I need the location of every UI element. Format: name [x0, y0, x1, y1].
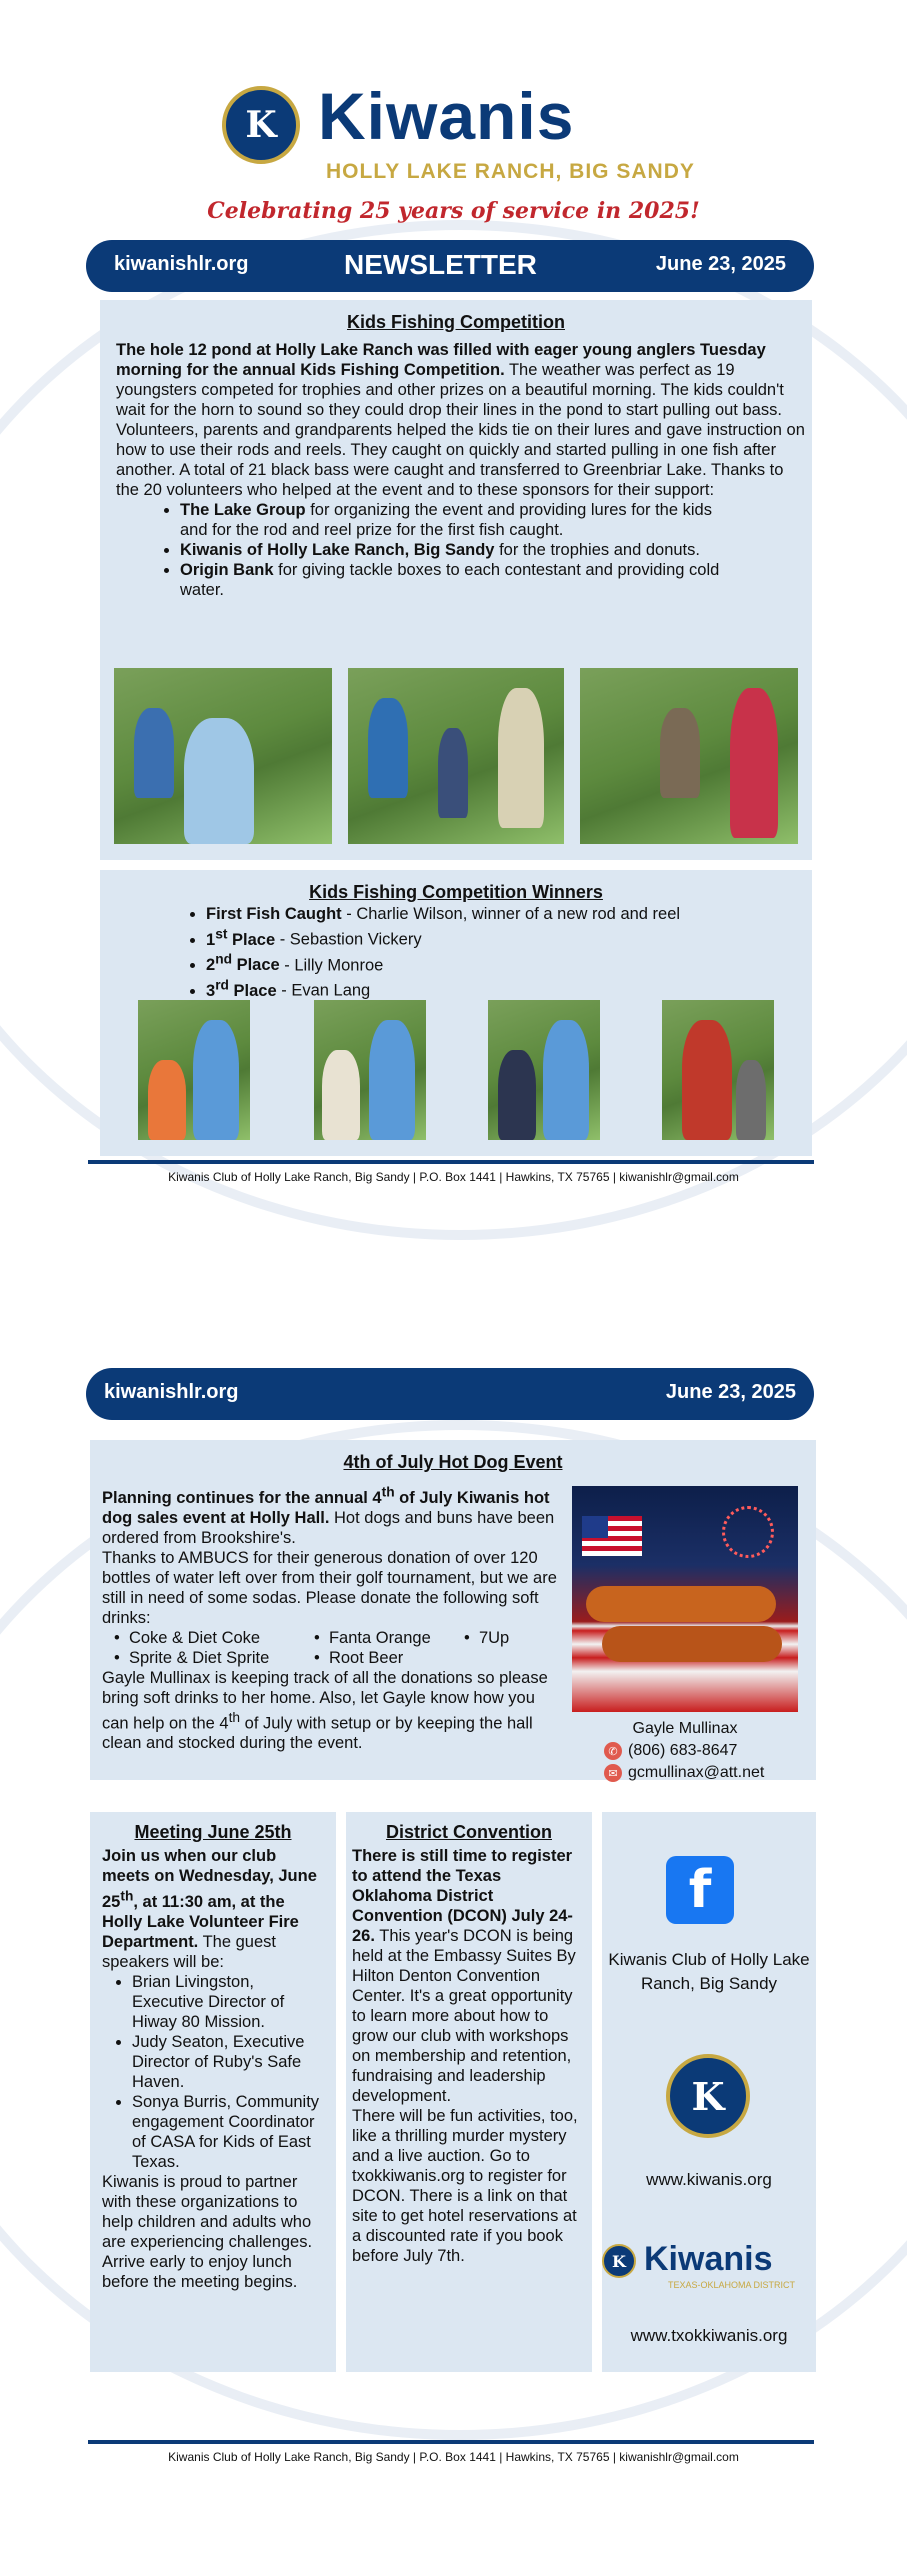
- drinks-list: [114, 1628, 558, 1668]
- fishing-photo-2: [348, 668, 564, 844]
- brand-wordmark: Kiwanis: [318, 79, 575, 153]
- list-item: • Kiwanis of Holly Lake Ranch, Big Sandy for the trophies and donuts.: [180, 540, 740, 560]
- list-item: • The Lake Group for organizing the event and providing lures for the kids and for the rod and reel prize for the first fish caught.: [180, 500, 740, 540]
- list-item: • Fanta Orange: [314, 1628, 431, 1647]
- list-item: • 1st Place - Sebastion Vickery: [206, 924, 800, 950]
- speaker-list: [102, 1972, 328, 2172]
- list-item: • 3rd Place - Evan Lang: [206, 975, 800, 1001]
- winner-photo-3: [488, 1000, 600, 1140]
- fishing-lead: The hole 12 pond at Holly Lake Ranch was filled with eager young anglers Tuesday morning for the annual Kids Fishing Competition.: [116, 341, 766, 379]
- page-two-footer: Kiwanis Club of Holly Lake Ranch, Big Sandy | P.O. Box 1441 | Hawkins, TX 75765 | kiwanishlr@gmail.com: [168, 2450, 739, 2464]
- footer-divider: [88, 1160, 814, 1164]
- email-icon: ✉: [604, 1764, 622, 1782]
- banner-date: June 23, 2025: [655, 253, 786, 275]
- page-two-banner: [86, 1368, 814, 1420]
- list-item: • Coke & Diet Coke: [114, 1628, 261, 1647]
- kiwanis-seal: K: [222, 86, 300, 164]
- kiwanis-seal: K: [666, 2054, 750, 2138]
- banner-site: kiwanishlr.org: [114, 253, 249, 275]
- winner-photo-2: [314, 1000, 426, 1140]
- hotdog-image: [572, 1486, 798, 1712]
- contact-name: Gayle Mullinax: [632, 1720, 738, 1737]
- hotdog-article: Planning continues for the annual 4th of July Kiwanis hot dog sales event at Holly Hall. Hot dogs and buns have been ordered from Brookshire's. Thanks to AMBUCS for their generous donation of over 120 bottles of water left over from their golf tournament, but we are still in need of some sodas. Please donate the following soft drinks: • Coke & Diet Coke • Fanta Orange • 7Up • Sprite & Diet Sprite • Root Beer Gayle Mullinax is keeping track of all the donations so please bring soft drinks to her home. Also, let Gayle know how you can help on the 4th of July with setup or by keeping the hall clean and stocked during the event.: [102, 1482, 558, 1753]
- banner-site: kiwanishlr.org: [104, 1381, 239, 1403]
- anniversary-tagline: Celebrating 25 years of service in 2025!: [207, 198, 700, 224]
- list-item: • Root Beer: [314, 1648, 404, 1667]
- banner-date: June 23, 2025: [665, 1381, 796, 1403]
- kiwanis-link[interactable]: www.kiwanis.org: [646, 2170, 772, 2189]
- phone-icon: ✆: [604, 1742, 622, 1760]
- page-one-footer: Kiwanis Club of Holly Lake Ranch, Big Sandy | P.O. Box 1441 | Hawkins, TX 75765 | kiwanishlr@gmail.com: [168, 1170, 739, 1184]
- newsletter-banner: [86, 240, 814, 292]
- list-item: • Judy Seaton, Executive Director of Ruby's Safe Haven.: [132, 2032, 328, 2092]
- club-name: Kiwanis Club of Holly Lake Ranch, Big Sandy: [608, 1950, 810, 1993]
- list-item: • First Fish Caught - Charlie Wilson, winner of a new rod and reel: [206, 904, 800, 924]
- fishing-photo-1: [114, 668, 332, 844]
- district-wordmark: Kiwanis: [644, 2240, 773, 2278]
- winners-list: [180, 904, 800, 1001]
- meeting-article: Join us when our club meets on Wednesday, June 25th, at 11:30 am, at the Holly Lake Volunteer Fire Department. The guest speakers will be: • Brian Livingston, Executive Director of Hiway 80 Mission. • Judy Seaton, Executive Director of Ruby's Safe Haven. • Sonya Burris, Community engagement Coordinator of CASA for Kids of East Texas. Kiwanis is proud to partner with these organizations to help children and adults who are experiencing challenges. Arrive early to enjoy lunch before the meeting begins.: [102, 1846, 328, 2292]
- list-item: • Sprite & Diet Sprite: [114, 1648, 270, 1667]
- hotdog-title: 4th of July Hot Dog Event: [343, 1452, 563, 1472]
- contact-email: ✉ gcmullinax@att.net: [604, 1764, 764, 1782]
- kiwanis-seal-mini: K: [602, 2244, 636, 2278]
- sponsor-list: [116, 500, 740, 600]
- footer-divider: [88, 2440, 814, 2444]
- winner-photo-4: [662, 1000, 774, 1140]
- list-item: • Sonya Burris, Community engagement Coordinator of CASA for Kids of East Texas.: [132, 2092, 328, 2172]
- district-name: TEXAS-OKLAHOMA DISTRICT: [668, 2280, 796, 2290]
- dcon-title: District Convention: [385, 1822, 552, 1842]
- meeting-title: Meeting June 25th: [134, 1822, 292, 1842]
- list-item: • Origin Bank for giving tackle boxes to each contestant and providing cold water.: [180, 560, 740, 600]
- banner-title: NEWSLETTER: [344, 249, 537, 280]
- winners-title: Kids Fishing Competition Winners: [309, 882, 603, 902]
- fishing-article: [116, 340, 806, 600]
- club-location: HOLLY LAKE RANCH, BIG SANDY: [326, 160, 695, 183]
- winner-photo-1: [138, 1000, 250, 1140]
- fishing-body: The weather was perfect as 19 youngsters competed for trophies and other prizes on a beautiful morning. The kids couldn't wait for the horn to sound so they could drop their lines in the pond to start pulling out bass. Volunteers, parents and grandparents helped the kids tie on their lures and gave instruction on how to use their rods and reels. They caught on quickly and started pulling in one fish after another. A total of 21 black bass were caught and transferred to Greenbriar Lake. Thanks to the 20 volunteers who helped at the event and to these sponsors for their support:: [116, 361, 805, 499]
- list-item: • 7Up: [464, 1628, 510, 1647]
- fishing-title: Kids Fishing Competition: [347, 312, 565, 332]
- fishing-photo-3: [580, 668, 798, 844]
- district-link[interactable]: www.txokkiwanis.org: [630, 2326, 788, 2345]
- facebook-icon[interactable]: f: [666, 1856, 734, 1924]
- list-item: • 2nd Place - Lilly Monroe: [206, 950, 800, 976]
- dcon-article: There is still time to register to attend the Texas Oklahoma District Convention (DCON) July 24-26. This year's DCON is being held at the Embassy Suites By Hilton Denton Convention Center. It's a great opportunity to learn more about how to grow our club with workshops on membership and retention, fundraising and leadership development. There will be fun activities, too, like a thrilling murder mystery and a live auction. Go to txokkiwanis.org to register for DCON. There is a link on that site to get hotel reservations at a discounted rate if you book before July 7th.: [352, 1847, 578, 2265]
- list-item: • Brian Livingston, Executive Director of Hiway 80 Mission.: [132, 1972, 328, 2032]
- contact-phone: ✆ (806) 683-8647: [604, 1742, 737, 1760]
